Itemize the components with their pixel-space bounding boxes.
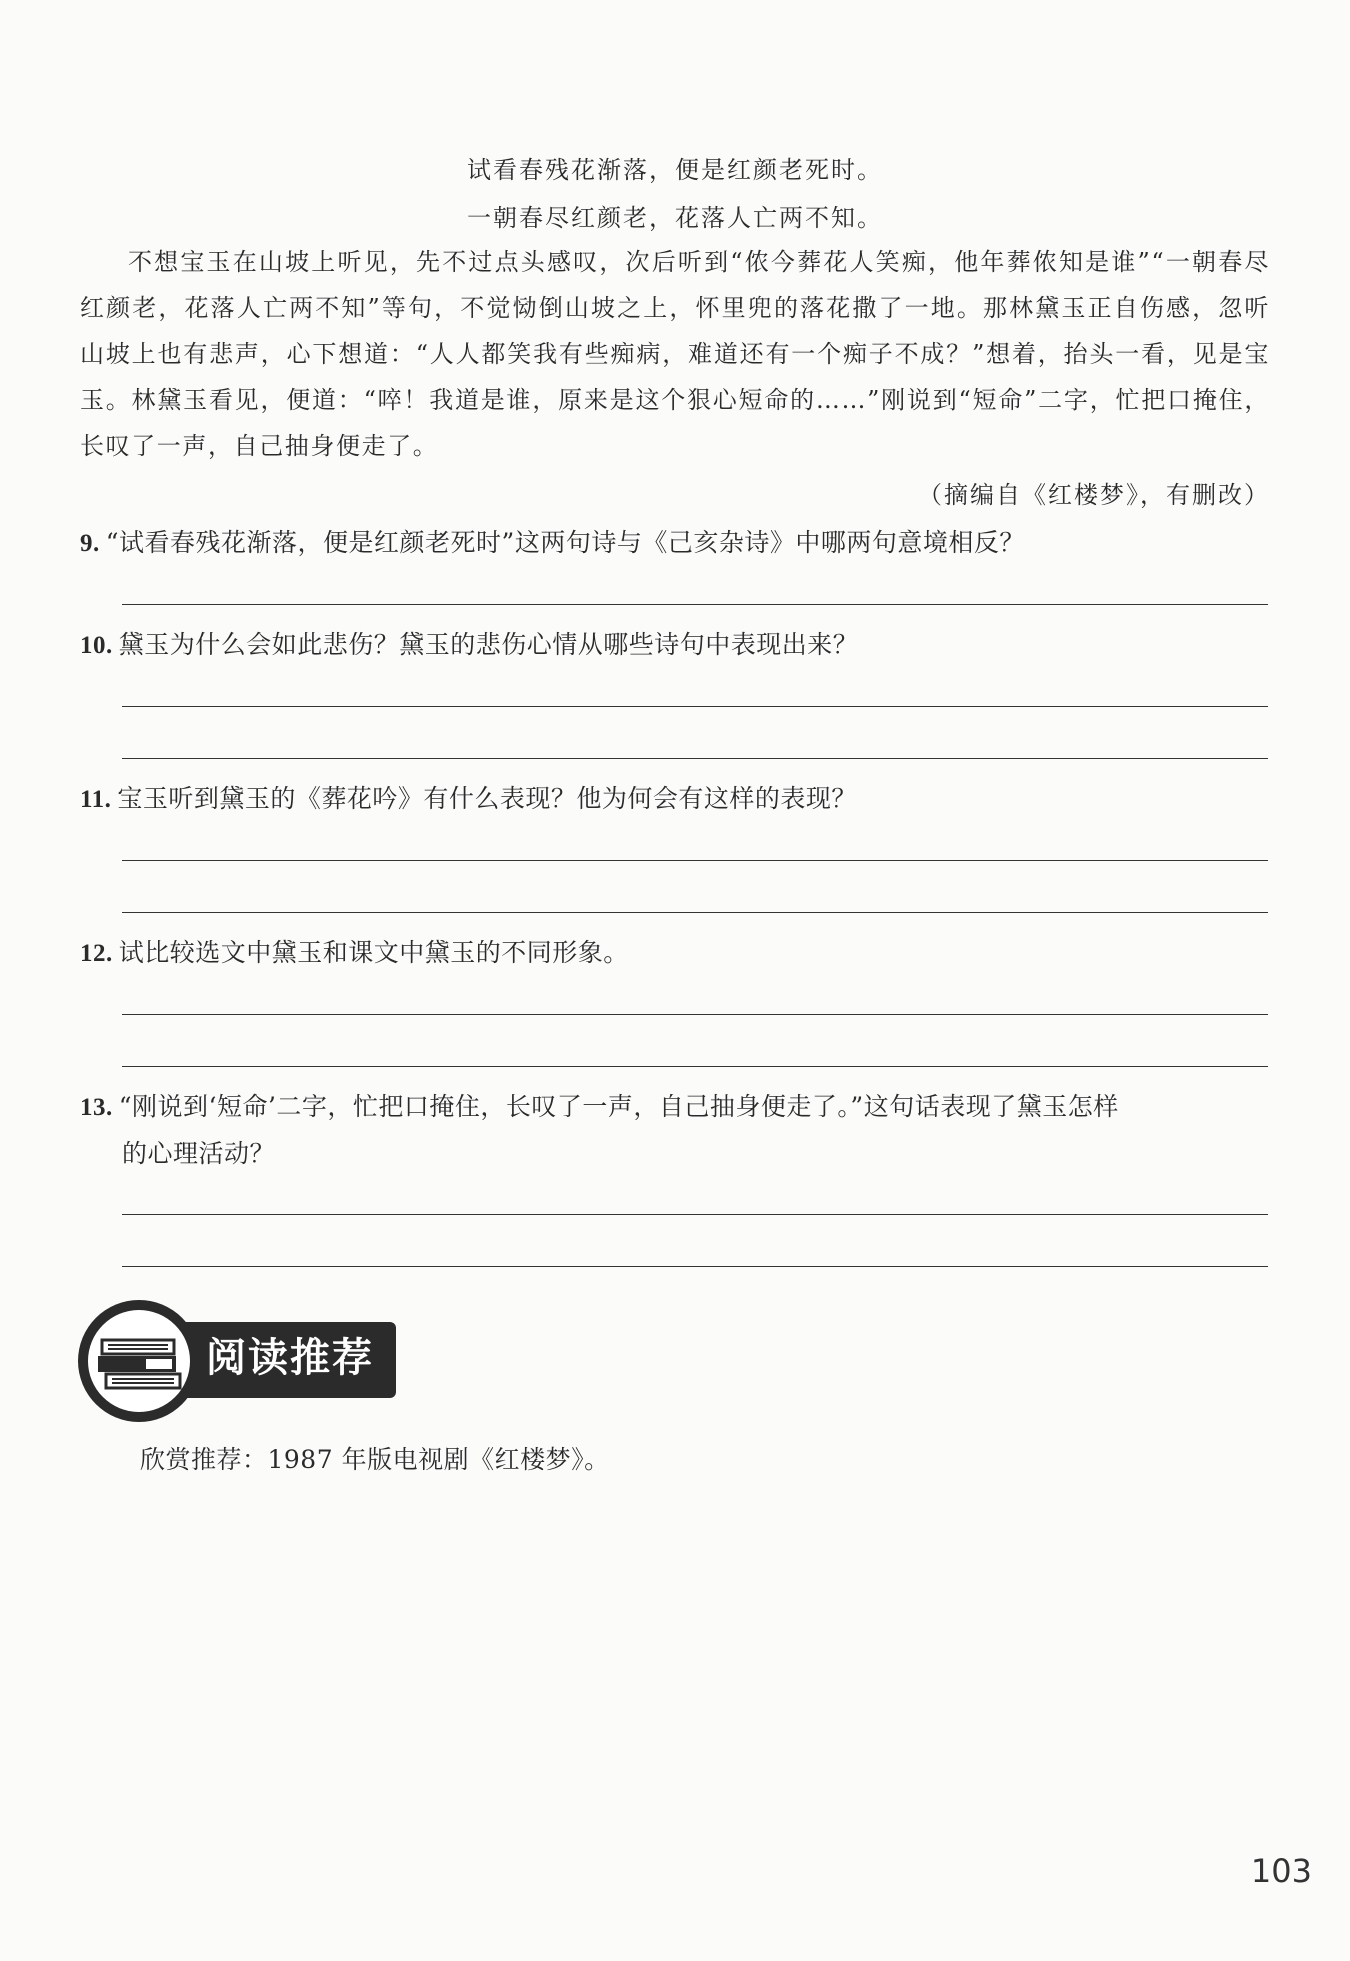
answer-line-11-1[interactable]: [122, 860, 1268, 861]
question-number: 9.: [80, 530, 100, 557]
question-number: 13.: [80, 1094, 113, 1121]
answer-line-13-1[interactable]: [122, 1214, 1268, 1215]
source-citation: （摘编自《红楼梦》，有删改）: [918, 481, 1270, 509]
question-text: “试看春残花渐落，便是红颜老死时”这两句诗与《己亥杂诗》中哪两句意境相反？: [105, 528, 1025, 557]
answer-line-9-1[interactable]: [122, 604, 1268, 605]
question-text: 黛玉为什么会如此悲伤？黛玉的悲伤心情从哪些诗句中表现出来？: [118, 630, 859, 659]
question-9: [80, 520, 1270, 567]
passage: [80, 239, 1270, 469]
question-number: 10.: [80, 632, 113, 659]
answer-line-11-2[interactable]: [122, 912, 1268, 913]
question-text: “刚说到‘短命’二字，忙把口掩住，长叹了一声，自己抽身便走了。”这句话表现了黛玉怎样: [118, 1092, 1119, 1121]
question-11: [80, 776, 1270, 823]
question-10: [80, 622, 1270, 669]
answer-line-10-1[interactable]: [122, 706, 1268, 707]
question-text: 宝玉听到黛玉的《葬花吟》有什么表现？他为何会有这样的表现？: [117, 784, 857, 813]
section-title: 阅读推荐: [206, 1335, 374, 1381]
question-number: 11.: [80, 786, 112, 813]
answer-line-13-2[interactable]: [122, 1266, 1268, 1267]
section-badge: [78, 1300, 398, 1430]
recommendation-text: 欣赏推荐：1987 年版电视剧《红楼梦》。: [140, 1445, 610, 1474]
answer-line-10-2[interactable]: [122, 758, 1268, 759]
question-13: [80, 1084, 1270, 1177]
answer-line-12-2[interactable]: [122, 1066, 1268, 1067]
question-text: 试比较选文中黛玉和课文中黛玉的不同形象。: [118, 938, 629, 967]
passage-paragraph: 不想宝玉在山坡上听见，先不过点头感叹，次后听到“侬今葬花人笑痴，他年葬侬知是谁”“一朝春尽红颜老，花落人亡两不知”等句，不觉恸倒山坡之上，怀里兜的落花撒了一地。那林黛玉正自伤感，忽听山坡上也有悲声，心下想道：“人人都笑我有些痴病，难道还有一个痴子不成？”想着，抬头一看，见是宝玉。林黛玉看见，便道：“啐！我道是谁，原来是这个狠心短命的……”刚说到“短命”二字，忙把口掩住，长叹了一声，自己抽身便走了。: [80, 248, 1270, 460]
question-text-continued: 的心理活动？: [122, 1139, 276, 1168]
badge-circle: [78, 1300, 200, 1422]
question-12: [80, 930, 1270, 977]
poem-line-2: 一朝春尽红颜老，花落人亡两不知。: [467, 204, 883, 232]
answer-line-12-1[interactable]: [122, 1014, 1268, 1015]
page-number: 103: [1250, 1852, 1312, 1890]
poem-line-1: 试看春残花渐落，便是红颜老死时。: [467, 156, 883, 184]
books-icon: [88, 1310, 190, 1412]
question-number: 12.: [80, 940, 113, 967]
